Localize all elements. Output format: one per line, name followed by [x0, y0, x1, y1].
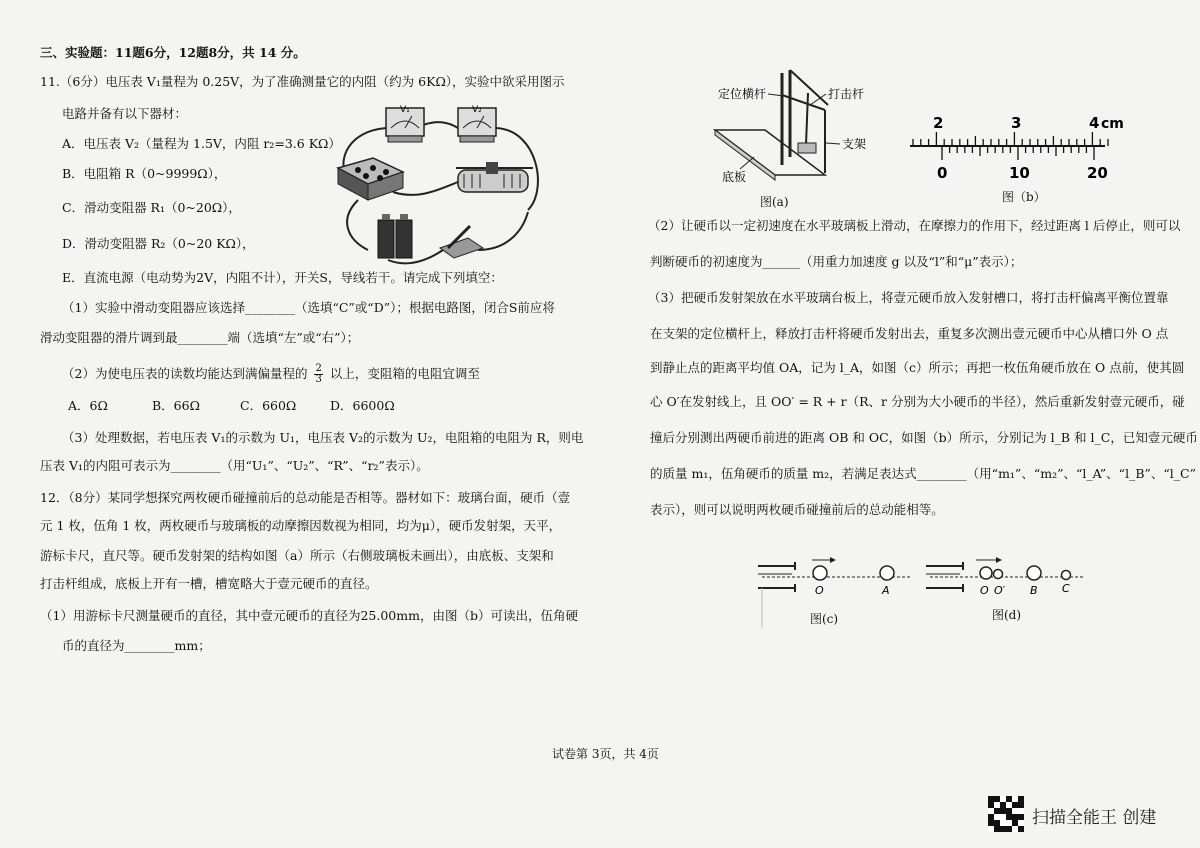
switch	[440, 226, 483, 258]
fraction-numerator: 2	[315, 363, 322, 374]
main-scale-label-3: 3	[1011, 114, 1022, 132]
q11-part1-line-1: （1）实验中滑动变阻器应该选择________（选填“C”或“D”）；根据电路图，闭合S前应将	[62, 300, 555, 315]
wire	[478, 212, 528, 250]
main-scale-label-2: 2	[933, 114, 944, 132]
point-o-label: O	[980, 584, 989, 597]
q12-line-3: 游标卡尺，直尺等。硬币发射架的结构如图（a）所示（右侧玻璃板未画出），由底板、支架和	[40, 548, 554, 563]
vernier-label-20: 20	[1087, 164, 1108, 182]
coin-five-jiao	[994, 570, 1003, 579]
label-base: 底板	[722, 170, 747, 184]
vernier-label-10: 10	[1009, 164, 1030, 182]
battery	[378, 214, 412, 258]
hammer-head	[798, 143, 816, 153]
q11-option-a: A．电压表 V₂（量程为 1.5V，内阻 r₂=3.6 KΩ）	[62, 136, 341, 151]
q11-option-c: C．滑动变阻器 R₁（0~20Ω），	[62, 200, 241, 215]
q12-part3-line-6: 的质量 m₁，伍角硬币的质量 m₂，若满足表达式________（用“m₁”、“m₂”、“l_A”、“l_B”、“l_C”	[650, 466, 1196, 481]
figure-b-vernier	[905, 108, 1135, 188]
q12-part3-line-7: 表示），则可以说明两枚硬币碰撞前后的总动能相等。	[650, 502, 944, 517]
page-footer: 试卷第 3页，共 4页	[552, 747, 659, 761]
coin-one-yuan	[980, 567, 992, 579]
q11-choice-b: B．66Ω	[152, 398, 200, 413]
figure-b-caption: 图（b）	[1002, 190, 1046, 204]
point-a-label: A	[882, 584, 890, 597]
q11-part3-line-1: （3）处理数据，若电压表 V₁的示数为 U₁，电压表 V₂的示数为 U₂，电阻箱的电阻为 R，则电	[62, 430, 584, 445]
q11-choice-c: C．660Ω	[240, 398, 297, 413]
q12-part3-line-1: （3）把硬币发射架放在水平玻璃台板上，将壹元硬币放入发射槽口，将打击杆偏离平衡位置靠	[648, 290, 1169, 305]
q11-option-e: E．直流电源（电动势为2V，内阻不计），开关S，导线若干。请完成下列填空：	[62, 270, 503, 285]
q12-part2-line-2: 判断硬币的初速度为______（用重力加速度 g 以及“l”和“μ”表示）；	[650, 254, 1023, 269]
fraction	[314, 364, 322, 385]
vernier-label-0: 0	[937, 164, 948, 182]
section-title: 三、实验题：11题6分，12题8分，共 14 分。	[40, 45, 306, 60]
point-c-label: C	[1062, 582, 1070, 595]
main-scale-ticks	[913, 132, 1108, 146]
point-o-label: O	[815, 584, 824, 597]
fraction-denominator: 3	[315, 374, 322, 385]
q12-part3-line-2: 在支架的定位横杆上，释放打击杆将硬币发射出去，重复多次测出壹元硬币中心从槽口外 O 点	[650, 326, 1169, 341]
q12-line-1: 12．（8分）某同学想探究两枚硬币碰撞前后的总动能是否相等。器材如下：玻璃台面，硬币（壹	[40, 490, 571, 505]
q12-part1-line-1: （1）用游标卡尺测量硬币的直径，其中壹元硬币的直径为25.00mm，由图（b）可读出，伍角硬	[40, 608, 578, 623]
hammer-rod	[806, 93, 808, 145]
velocity-arrowhead	[830, 557, 836, 563]
figure-d-caption: 图(d)	[992, 608, 1022, 622]
q12-part3-line-4: 心 O′在发射线上，且 OO′ = R + r（R、r 分别为大小硬币的半径），然后重新发射壹元硬币，碰	[650, 394, 1185, 409]
resistance-box	[338, 158, 403, 200]
q11-part1-line-2: 滑动变阻器的滑片调到最________端（选填“左”或“右”）；	[40, 330, 360, 345]
vernier-scale-ticks	[942, 146, 1094, 160]
q11-intro-line-2: 电路并备有以下器材：	[62, 106, 188, 121]
scanner-watermark: 扫描全能王 创建	[1032, 808, 1157, 828]
q11-option-b: B．电阻箱 R（0~9999Ω），	[62, 166, 227, 181]
q11-choice-d: D．6600Ω	[330, 398, 395, 413]
coin-at-b	[1027, 566, 1041, 580]
voltmeter-v1	[386, 105, 424, 142]
main-scale-unit: cm	[1101, 116, 1124, 132]
figure-c-caption: 图(c)	[810, 612, 839, 626]
q11-part2	[62, 364, 480, 385]
label-hammer: 打击杆	[828, 87, 865, 101]
q12-part3-line-3: 到静止点的距离平均值 OA，记为 l_A，如图（c）所示；再把一枚伍角硬币放在 O 点前，使其圆	[650, 360, 1185, 375]
coin-one-yuan	[813, 566, 827, 580]
q11-part3-line-2: 压表 V₁的内阻可表示为________（用“U₁”、“U₂”、“R”、“r₂”表示）。	[40, 458, 429, 473]
label-positioning-rod: 定位横杆	[718, 87, 767, 101]
q12-line-2: 元 1 枚，伍角 1 枚，两枚硬币与玻璃板的动摩擦因数视为相同，均为μ），硬币发射架，天平，	[40, 518, 562, 533]
label-support: 支架	[842, 137, 867, 151]
meter-label-v2: V₂	[472, 105, 482, 115]
point-o-prime-label: O′	[994, 584, 1006, 597]
q12-part2-line-1: （2）让硬币以一定初速度在水平玻璃板上滑动，在摩擦力的作用下，经过距离 l 后停止，则可以	[648, 218, 1181, 233]
q11-option-d: D．滑动变阻器 R₂（0~20 KΩ），	[62, 236, 255, 251]
wire	[423, 122, 458, 128]
q11-part2-prefix: （2）为使电压表的读数均能达到满偏量程的	[62, 366, 308, 381]
coin-at-a	[880, 566, 894, 580]
qr-code-icon	[988, 796, 1024, 832]
q12-part3-line-5: 撞后分别测出两硬币前进的距离 OB 和 OC，如图（b）所示，分别记为 l_B 和 l_C，已知壹元硬币	[650, 430, 1198, 445]
coin-at-c	[1062, 571, 1071, 580]
voltmeter-v2	[458, 105, 496, 142]
q11-choice-a: A．6Ω	[68, 398, 108, 413]
q11-part2-suffix: 以上，变阻箱的电阻宜调至	[329, 366, 480, 381]
wire	[347, 200, 368, 250]
meter-label-v1: V₁	[400, 105, 410, 115]
q11-intro-line-1: 11.（6分）电压表 V₁量程为 0.25V，为了准确测量它的内阻（约为 6KΩ），实验中欲采用图示	[40, 74, 565, 89]
velocity-arrowhead	[996, 557, 1002, 563]
main-scale-label-4: 4	[1089, 114, 1100, 132]
leader-line	[826, 143, 840, 144]
q12-part1-line-2: 币的直径为________mm；	[62, 638, 211, 653]
figure-a-caption: 图(a)	[760, 195, 789, 209]
q12-line-4: 打击杆组成，底板上开有一槽，槽宽略大于壹元硬币的直径。	[40, 576, 378, 591]
point-b-label: B	[1030, 584, 1038, 597]
circuit-figure	[328, 100, 550, 270]
rheostat	[456, 162, 533, 192]
figure-a-launcher	[710, 65, 880, 195]
